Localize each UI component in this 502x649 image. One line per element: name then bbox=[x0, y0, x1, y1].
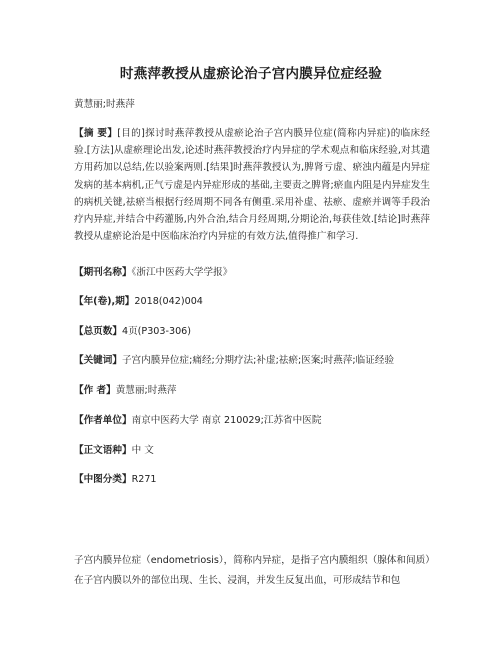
author-line: 黄慧丽;时燕萍 bbox=[74, 99, 135, 110]
year-volume-row bbox=[74, 295, 434, 309]
classification-row bbox=[74, 473, 434, 487]
pages-value: 4页(P303-306) bbox=[121, 326, 192, 337]
author-label: 【作 者】 bbox=[74, 385, 116, 396]
year-value: 2018(042)004 bbox=[134, 296, 203, 307]
language-row bbox=[74, 444, 434, 458]
language-value: 中 文 bbox=[131, 445, 154, 456]
journal-value: 《浙江中医药大学学报》 bbox=[131, 267, 233, 278]
classification-label: 【中图分类】 bbox=[74, 474, 132, 485]
abstract-label: 【摘 要】 bbox=[74, 128, 118, 139]
classification-value: R271 bbox=[131, 474, 157, 485]
affiliation-row bbox=[74, 414, 434, 428]
body-paragraph: 子宫内膜异位症（endometriosis），简称内异症，是指子宫内膜组织（腺体和间质）在子宫内膜以外的部位出现、生长、浸润，并发生反复出血，可形成结节和包 bbox=[74, 555, 430, 586]
abstract-text: [目的]探讨时燕萍教授从虚瘀论治子宫内膜异位症(简称内异症)的临床经验.[方法]从虚瘀理论出发,论述时燕萍教授治疗内异症的学术观点和临床经验,对其遣方用药加以总结,佐以验案两则.[结果]时燕萍教授认为,脾肾亏虚、瘀浊内蕴是内异症发病的基本病机,正气亏虚是内异症形成的基础,主要责之脾肾;瘀血内阻是内异症发生的病机关键,祛瘀当根据行经周期不同各有侧重.采用补虚、祛瘀、虚瘀并调等手段治疗内异症,并结合中药灌肠,内外合治,结合月经周期,分期论治,每获佳效.[结论]时燕萍教授从虚瘀论治是中医临床治疗内异症的有效方法,值得推广和学习. bbox=[74, 128, 430, 243]
year-label: 【年(卷),期】 bbox=[74, 296, 135, 307]
author-value: 黄慧丽;时燕萍 bbox=[115, 385, 177, 396]
keywords-row bbox=[74, 354, 434, 368]
abstract bbox=[74, 125, 430, 245]
author-row bbox=[74, 384, 434, 398]
pages-label: 【总页数】 bbox=[74, 326, 122, 337]
affiliation-label: 【作者单位】 bbox=[74, 415, 132, 426]
keywords-value: 子宫内膜异位症;痛经;分期疗法;补虚;祛瘀;医案;时燕萍;临证经验 bbox=[121, 355, 395, 366]
journal-row bbox=[74, 266, 434, 280]
paper-title: 时燕萍教授从虚瘀论治子宫内膜异位症经验 bbox=[119, 66, 383, 82]
keywords-label: 【关键词】 bbox=[74, 355, 122, 366]
journal-label: 【期刊名称】 bbox=[74, 267, 132, 278]
affiliation-value: 南京中医药大学 南京 210029;江苏省中医院 bbox=[131, 415, 322, 426]
language-label: 【正文语种】 bbox=[74, 445, 132, 456]
page-count-row bbox=[74, 325, 434, 339]
